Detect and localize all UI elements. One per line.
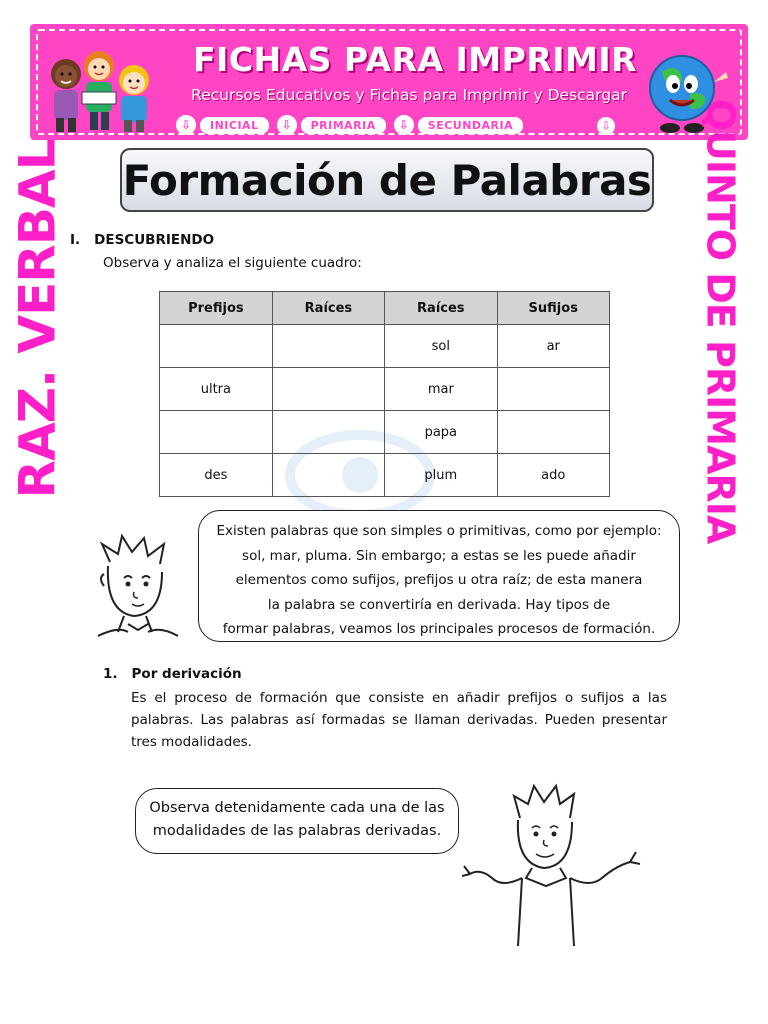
table-cell: ar bbox=[497, 325, 610, 368]
nav-primaria[interactable] bbox=[277, 115, 386, 135]
table-cell bbox=[160, 325, 273, 368]
level-nav bbox=[176, 114, 626, 136]
table-cell bbox=[497, 411, 610, 454]
word-parts-table bbox=[159, 291, 610, 497]
bubble-line: Existen palabras que son simples o primitivas, como por ejemplo: bbox=[216, 523, 662, 539]
table-cell: papa bbox=[385, 411, 497, 454]
kids-reading-illustration bbox=[44, 36, 164, 136]
download-icon: ⇩ bbox=[394, 115, 414, 135]
nav-secundaria[interactable] bbox=[394, 115, 523, 135]
subsection-title: Por derivación bbox=[131, 666, 242, 682]
brand-subtitle: Recursos Educativos y Fichas para Imprimir y Descargar bbox=[191, 86, 627, 104]
table-cell bbox=[497, 368, 610, 411]
bubble-line: la palabra se convertiría en derivada. Hay tipos de bbox=[267, 596, 611, 613]
table-row bbox=[160, 325, 610, 368]
header-banner bbox=[30, 24, 748, 140]
header-sufijos: Sufijos bbox=[497, 292, 610, 325]
table-cell: plum bbox=[385, 454, 497, 497]
table-cell bbox=[160, 411, 273, 454]
brand-title: FICHAS PARA IMPRIMIR bbox=[192, 40, 638, 79]
nav-inicial[interactable] bbox=[176, 115, 269, 135]
nav-label: PRIMARIA bbox=[301, 117, 386, 134]
grade-title bbox=[690, 98, 750, 544]
table-cell bbox=[272, 454, 384, 497]
worksheet-title: Formación de Palabras bbox=[122, 155, 652, 205]
bubble-line: elementos como sufijos, prefijos u otra raíz; de esta manera bbox=[235, 572, 643, 588]
table-cell: sol bbox=[385, 325, 497, 368]
header-raices: Raíces bbox=[385, 292, 497, 325]
table-row bbox=[160, 454, 610, 497]
table-cell bbox=[272, 368, 384, 411]
table-cell: mar bbox=[385, 368, 497, 411]
table-cell: ultra bbox=[160, 368, 273, 411]
subject-title-text: RAZ. VERBAL bbox=[8, 139, 66, 499]
nav-label: INICIAL bbox=[200, 117, 269, 134]
table-header-row bbox=[160, 292, 610, 325]
table-row bbox=[160, 411, 610, 454]
bubble-line: sol, mar, pluma. Sin embargo; a estas se les puede añadir bbox=[242, 547, 636, 564]
bubble-line: modalidades de las palabras derivadas. bbox=[152, 823, 442, 839]
header-raices: Raíces bbox=[272, 292, 384, 325]
grade-title-text: QUINTO DE PRIMARIA bbox=[698, 98, 743, 544]
subsection-number: 1. bbox=[103, 666, 118, 682]
subsection-heading bbox=[103, 666, 242, 682]
section-number: I. bbox=[70, 232, 81, 248]
download-icon: ⇩ bbox=[277, 115, 297, 135]
section-heading bbox=[70, 232, 214, 248]
table-row bbox=[160, 368, 610, 411]
subject-title bbox=[4, 139, 70, 499]
section-title: DESCUBRIENDO bbox=[94, 232, 215, 248]
boy-thinking-illustration bbox=[88, 532, 188, 642]
nav-label: SECUNDARIA bbox=[418, 117, 523, 134]
section-instruction: Observa y analiza el siguiente cuadro: bbox=[103, 255, 362, 271]
info-speech-bubble bbox=[198, 510, 680, 642]
bubble-line: Observa detenidamente cada una de las bbox=[149, 800, 445, 816]
boy-shrugging-illustration bbox=[462, 778, 642, 950]
worksheet-title-box bbox=[120, 148, 654, 212]
bubble-line: formar palabras, veamos los principales procesos de formación. bbox=[222, 621, 656, 637]
header-prefijos: Prefijos bbox=[160, 292, 273, 325]
subsection-paragraph: Es el proceso de formación que consiste en añadir prefijos o sufijos a las palabras. Las palabras así formadas se llaman derivadas. Pueden presentar tres modalidades. bbox=[131, 690, 667, 750]
table-cell bbox=[272, 325, 384, 368]
download-icon: ⇩ bbox=[176, 115, 196, 135]
download-icon[interactable]: ⇩ bbox=[597, 117, 615, 135]
table-cell: des bbox=[160, 454, 273, 497]
table-cell bbox=[272, 411, 384, 454]
prompt-speech-bubble bbox=[135, 788, 459, 854]
table-cell: ado bbox=[497, 454, 610, 497]
